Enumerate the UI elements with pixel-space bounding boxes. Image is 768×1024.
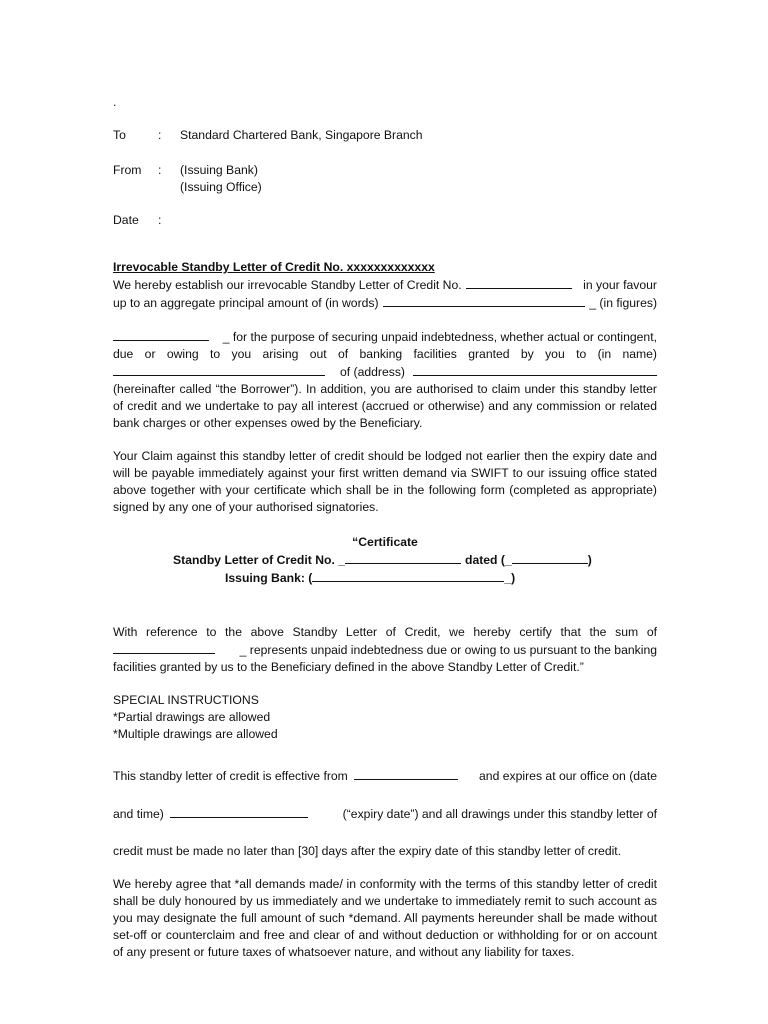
certificate-lc-blank: [345, 551, 461, 564]
from-row: [113, 162, 657, 196]
to-row: [113, 127, 657, 144]
p4-line3: facilities granted by us to the Beneficiary defined in the above Standby Letter of Credit.”: [113, 660, 584, 674]
to-label: To: [113, 128, 126, 142]
borrower-address-blank: [413, 363, 657, 376]
p5-line3: credit must be made no later than [30] days after the expiry date of this standby letter of credit.: [113, 844, 622, 858]
expiry-date-blank: [170, 805, 308, 818]
from-issuing-office: (Issuing Office): [180, 180, 262, 194]
p5-line1: This standby letter of credit is effective from and expires at our office on (date: [113, 769, 657, 783]
special-instruction-multiple: *Multiple drawings are allowed: [113, 727, 278, 741]
p2-line2: due or owing to you arising out of banking facilities granted by you to (in name): [113, 347, 657, 361]
date-value: [180, 212, 657, 229]
to-value: Standard Chartered Bank, Singapore Branch: [180, 128, 423, 142]
p2-line1: _ for the purpose of securing unpaid indebtedness, whether actual or contingent,: [113, 328, 657, 346]
p4-line2: _ represents unpaid indebtedness due or owing to us pursuant to the banking: [113, 641, 657, 659]
p2-rest: (hereinafter called “the Borrower”). In addition, you are authorised to claim under this standby letter of credit and we undertake to pay all interest (accrued or otherwise) and any commission or related bank charges or other expenses owed by the Beneficiary.: [113, 382, 657, 430]
date-colon: :: [158, 213, 162, 227]
p1-line2: up to an aggregate principal amount of (in words) _ (in figures): [113, 296, 657, 310]
effective-date-blank: [354, 767, 458, 780]
letter-title: Irrevocable Standby Letter of Credit No. xxxxxxxxxxxxx: [113, 260, 435, 274]
p1-line1: We hereby establish our irrevocable Standby Letter of Credit No. in your favour: [113, 278, 657, 292]
special-instructions-heading: SPECIAL INSTRUCTIONS: [113, 693, 259, 707]
borrower-name-blank: [113, 363, 325, 376]
p4-line1: With reference to the above Standby Letter of Credit, we hereby certify that the sum of: [113, 625, 657, 639]
from-colon: :: [158, 163, 162, 177]
claim-paragraph: Your Claim against this standby letter of credit should be lodged not earlier then the expiry date and will be payable immediately against your first written demand via SWIFT to our issuing office stated above together with your certificate which shall be in the following form (completed as appropriate) signed by any one of your authorised signatories.: [113, 449, 657, 514]
certificate-line1: Standby Letter of Credit No. _ dated (_ ): [173, 553, 592, 567]
certificate-bank-blank: [312, 569, 504, 582]
payment-paragraph: We hereby agree that *all demands made/ in conformity with the terms of this standby letter of credit shall be duly honoured by us immediately and we undertake to immediately remit to such account as you may designate the full amount of such *demand. All payments hereunder shall be made without set-off or counterclaim and free and clear of and without deduction or withholding for or on account of any present or future taxes of whatsoever nature, and without any liability for taxes.: [113, 877, 657, 959]
letter-body: [113, 94, 657, 961]
special-instruction-partial: *Partial drawings are allowed: [113, 710, 271, 724]
date-label: Date: [113, 213, 139, 227]
stray-dot: .: [113, 95, 117, 109]
from-label: From: [113, 163, 142, 177]
certified-sum-blank: [113, 641, 215, 654]
certificate-date-blank: [512, 551, 588, 564]
date-row: [113, 212, 657, 229]
certificate-line2: Issuing Bank: ( _): [225, 571, 516, 585]
lc-number-blank: [466, 276, 572, 289]
to-colon: :: [158, 128, 162, 142]
amount-words-blank: [383, 294, 586, 307]
amount-figures-blank: [113, 328, 209, 341]
p2-line3: of (address): [113, 363, 657, 381]
from-issuing-bank: (Issuing Bank): [180, 163, 258, 177]
p5-line2: and time) (“expiry date”) and all drawings under this standby letter of: [113, 807, 657, 821]
certificate-heading: “Certificate: [352, 535, 418, 549]
